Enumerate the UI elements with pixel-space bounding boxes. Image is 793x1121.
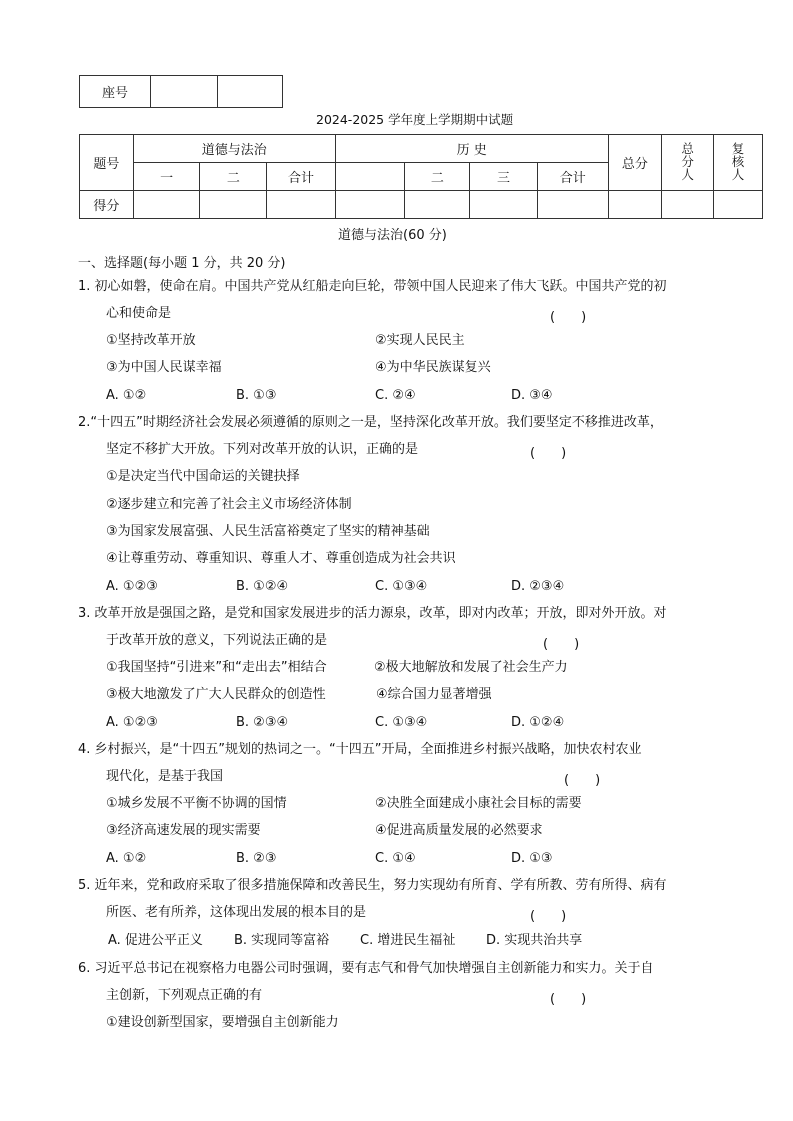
q5-option-c[interactable]: C. 增进民生福祉 — [360, 933, 456, 948]
q1-item-4: ④为中华民族谋复兴 — [375, 360, 491, 375]
history-col-total: 合计 — [537, 163, 608, 191]
q3-option-d[interactable]: D. ①②④ — [511, 715, 565, 730]
q1-option-b[interactable]: B. ①③ — [236, 388, 277, 403]
q2-stem-line1: 2.“十四五”时期经济社会发展必须遵循的原则之一是，坚持深化改革开放。我们要坚定不移推进改革， — [78, 415, 663, 430]
q5-option-b[interactable]: B. 实现同等富裕 — [234, 933, 330, 948]
q3-item-1: ①我国坚持“引进来”和“走出去”相结合 — [106, 660, 327, 675]
ddfz-col-2: 二 — [200, 163, 267, 191]
exam-title: 2024-2025 学年度上学期期中试题 — [316, 112, 514, 127]
q2-option-d[interactable]: D. ②③④ — [511, 579, 565, 594]
q4-answer-bracket[interactable]: ( ) — [564, 773, 601, 788]
q4-item-2: ②决胜全面建成小康社会目标的需要 — [375, 796, 582, 811]
q4-option-d[interactable]: D. ①③ — [511, 851, 553, 866]
q1-answer-bracket[interactable]: ( ) — [550, 310, 587, 325]
total-score-header: 总分 — [608, 135, 662, 191]
score-cell[interactable] — [133, 191, 200, 219]
q1-item-3: ③为中国人民谋幸福 — [106, 360, 222, 375]
score-cell[interactable] — [405, 191, 470, 219]
score-row-label: 得分 — [80, 191, 134, 219]
score-cell[interactable] — [714, 191, 763, 219]
q5-stem-line2: 所医、老有所养，这体现出发展的根本目的是 — [106, 905, 367, 920]
q2-item-2: ②逐步建立和完善了社会主义市场经济体制 — [106, 497, 352, 512]
q5-answer-bracket[interactable]: ( ) — [530, 909, 567, 924]
reviewer-header: 复核人 — [714, 135, 763, 191]
q3-stem-line1: 3. 改革开放是强国之路，是党和国家发展进步的活力源泉，改革，即对内改革；开放，即对外开放。对 — [78, 606, 667, 621]
q1-option-a[interactable]: A. ①② — [106, 388, 147, 403]
score-cell[interactable] — [335, 191, 405, 219]
q6-stem-line1: 6. 习近平总书记在视察格力电器公司时强调，要有志气和骨气加快增强自主创新能力和实力。关于自 — [78, 961, 654, 976]
total-scorer-header: 总分人 — [662, 135, 714, 191]
q2-option-b[interactable]: B. ①②④ — [236, 579, 289, 594]
score-cell[interactable] — [608, 191, 662, 219]
q3-stem-line2: 于改革开放的意义，下列说法正确的是 — [106, 633, 328, 648]
q5-option-d[interactable]: D. 实现共治共享 — [486, 933, 583, 948]
q2-stem-line2: 坚定不移扩大开放。下列对改革开放的认识，正确的是 — [106, 442, 419, 457]
score-table — [79, 134, 763, 219]
seat-number-label: 座号 — [80, 76, 151, 108]
seat-number-cell[interactable] — [218, 76, 283, 108]
q3-answer-bracket[interactable]: ( ) — [543, 637, 580, 652]
q2-option-a[interactable]: A. ①②③ — [106, 579, 158, 594]
q3-option-a[interactable]: A. ①②③ — [106, 715, 158, 730]
q1-option-c[interactable]: C. ②④ — [375, 388, 416, 403]
seat-number-table — [79, 75, 283, 108]
q6-answer-bracket[interactable]: ( ) — [550, 992, 587, 1007]
history-col-1 — [335, 163, 405, 191]
q3-item-2: ②极大地解放和发展了社会生产力 — [374, 660, 568, 675]
q1-item-1: ①坚持改革开放 — [106, 333, 196, 348]
question-number-header: 题号 — [80, 135, 134, 191]
score-cell[interactable] — [267, 191, 336, 219]
q4-stem-line2: 现代化，是基于我国 — [106, 769, 224, 784]
score-cell[interactable] — [470, 191, 538, 219]
q2-item-3: ③为国家发展富强、人民生活富裕奠定了坚实的精神基础 — [106, 524, 430, 539]
q3-item-4: ④综合国力显著增强 — [376, 687, 492, 702]
q5-stem-line1: 5. 近年来，党和政府采取了很多措施保障和改善民生，努力实现幼有所育、学有所教、劳有所得、病有 — [78, 878, 667, 893]
ddfz-col-1: 一 — [133, 163, 200, 191]
q5-option-a[interactable]: A. 促进公平正义 — [108, 933, 203, 948]
q4-item-3: ③经济高速发展的现实需要 — [106, 823, 261, 838]
ddfz-col-total: 合计 — [267, 163, 336, 191]
q4-item-1: ①城乡发展不平衡不协调的国情 — [106, 796, 287, 811]
ddfz-header: 道德与法治 — [133, 135, 335, 163]
q4-option-b[interactable]: B. ②③ — [236, 851, 277, 866]
q2-option-c[interactable]: C. ①③④ — [375, 579, 428, 594]
q3-item-3: ③极大地激发了广大人民群众的创造性 — [106, 687, 326, 702]
q1-stem-line1: 1. 初心如磐，使命在肩。中国共产党从红船走向巨轮，带领中国人民迎来了伟大飞跃。中国共产党的初 — [78, 279, 667, 294]
q2-answer-bracket[interactable]: ( ) — [530, 446, 567, 461]
q3-option-c[interactable]: C. ①③④ — [375, 715, 428, 730]
history-header: 历 史 — [335, 135, 608, 163]
q4-item-4: ④促进高质量发展的必然要求 — [375, 823, 543, 838]
q1-option-d[interactable]: D. ③④ — [511, 388, 553, 403]
history-col-2: 二 — [405, 163, 470, 191]
q2-item-1: ①是决定当代中国命运的关键抉择 — [106, 469, 300, 484]
score-cell[interactable] — [662, 191, 714, 219]
score-cell[interactable] — [200, 191, 267, 219]
q6-item-1: ①建设创新型国家，要增强自主创新能力 — [106, 1015, 339, 1030]
history-col-3: 三 — [470, 163, 538, 191]
q4-option-c[interactable]: C. ①④ — [375, 851, 416, 866]
q4-stem-line1: 4. 乡村振兴，是“十四五”规划的热词之一。“十四五”开局，全面推进乡村振兴战略，加快农村农业 — [78, 742, 642, 757]
section-title: 道德与法治(60 分) — [338, 228, 447, 243]
q2-item-4: ④让尊重劳动、尊重知识、尊重人才、尊重创造成为社会共识 — [106, 551, 456, 566]
q6-stem-line2: 主创新，下列观点正确的有 — [106, 988, 263, 1003]
q1-stem-line2: 心和使命是 — [106, 306, 172, 321]
q1-item-2: ②实现人民民主 — [375, 333, 465, 348]
score-cell[interactable] — [537, 191, 608, 219]
seat-number-cell[interactable] — [151, 76, 218, 108]
part1-heading: 一、选择题(每小题 1 分，共 20 分) — [78, 256, 286, 271]
q3-option-b[interactable]: B. ②③④ — [236, 715, 289, 730]
q4-option-a[interactable]: A. ①② — [106, 851, 147, 866]
